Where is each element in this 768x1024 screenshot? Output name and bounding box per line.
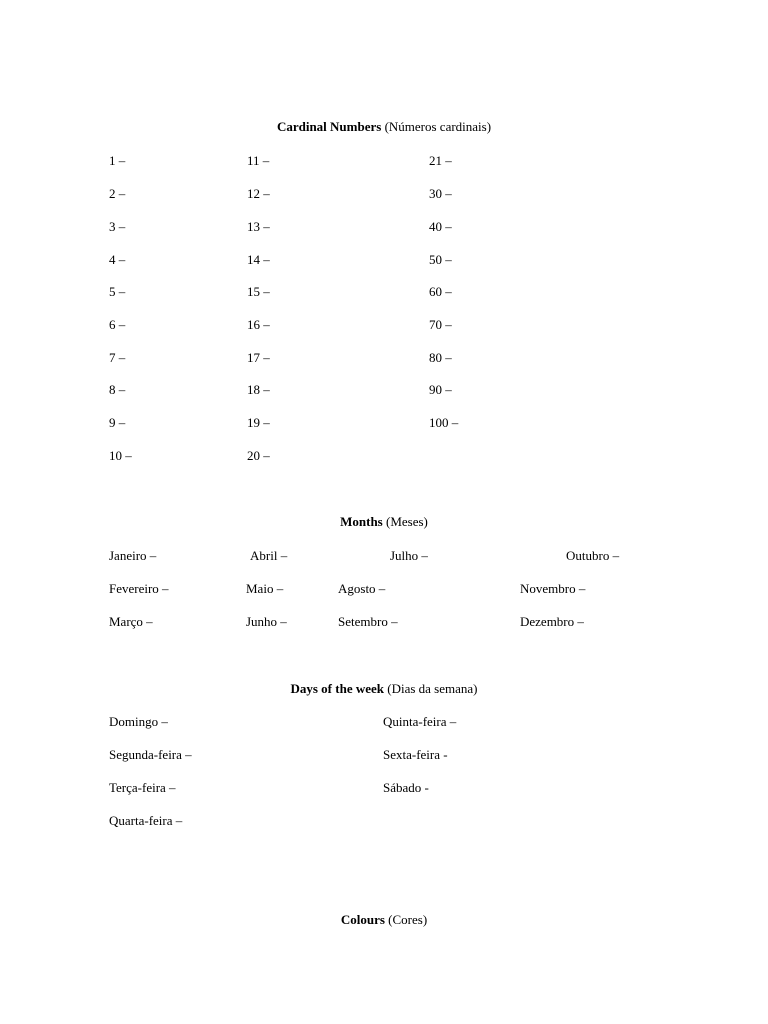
day-item: Sexta-feira -: [383, 747, 448, 762]
cardinal-item: 40 –: [429, 219, 452, 234]
month-item: Maio –: [246, 581, 284, 596]
day-item: Terça-feira –: [109, 780, 176, 795]
month-item: Fevereiro –: [109, 581, 169, 596]
months-title: Months: [340, 514, 383, 529]
cardinal-item: 50 –: [429, 252, 452, 267]
cardinal-numbers-subtitle: (Números cardinais): [381, 119, 492, 134]
cardinal-item: 19 –: [247, 415, 270, 430]
month-item: Janeiro –: [109, 548, 157, 563]
cardinal-item: 13 –: [247, 219, 270, 234]
cardinal-item: 18 –: [247, 382, 270, 397]
cardinal-item: 6 –: [109, 317, 126, 332]
months-heading: [0, 514, 768, 530]
cardinal-item: 5 –: [109, 284, 126, 299]
cardinal-item: 80 –: [429, 350, 452, 365]
cardinal-item: 1 –: [109, 153, 126, 168]
day-item: Domingo –: [109, 714, 168, 729]
cardinal-item: 100 –: [429, 415, 459, 430]
month-item: Setembro –: [338, 614, 398, 629]
cardinal-item: 2 –: [109, 186, 126, 201]
cardinal-item: 12 –: [247, 186, 270, 201]
days-heading: [0, 681, 768, 697]
day-item: Quarta-feira –: [109, 813, 183, 828]
cardinal-item: 10 –: [109, 448, 132, 463]
cardinal-item: 3 –: [109, 219, 126, 234]
month-item: Junho –: [246, 614, 287, 629]
cardinal-item: 70 –: [429, 317, 452, 332]
colours-heading: [0, 912, 768, 928]
month-item: Dezembro –: [520, 614, 584, 629]
cardinal-item: 9 –: [109, 415, 126, 430]
cardinal-item: 21 –: [429, 153, 452, 168]
days-title: Days of the week: [290, 681, 384, 696]
cardinal-item: 20 –: [247, 448, 270, 463]
cardinal-numbers-heading: [0, 119, 768, 135]
month-item: Abril –: [250, 548, 288, 563]
cardinal-item: 14 –: [247, 252, 270, 267]
cardinal-numbers-title: Cardinal Numbers: [276, 119, 382, 134]
day-item: Segunda-feira –: [109, 747, 192, 762]
month-item: Agosto –: [338, 581, 386, 596]
cardinal-item: 8 –: [109, 382, 126, 397]
colours-subtitle: (Cores): [384, 912, 428, 927]
cardinal-item: 16 –: [247, 317, 270, 332]
cardinal-item: 7 –: [109, 350, 126, 365]
cardinal-item: 30 –: [429, 186, 452, 201]
colours-title: Colours: [340, 912, 385, 927]
months-subtitle: (Meses): [382, 514, 428, 529]
month-item: Outubro –: [566, 548, 620, 563]
cardinal-item: 90 –: [429, 382, 452, 397]
day-item: Quinta-feira –: [383, 714, 457, 729]
cardinal-item: 11 –: [247, 153, 270, 168]
days-subtitle: (Dias da semana): [384, 681, 478, 696]
cardinal-item: 17 –: [247, 350, 270, 365]
cardinal-item: 60 –: [429, 284, 452, 299]
cardinal-item: 15 –: [247, 284, 270, 299]
day-item: Sábado -: [383, 780, 429, 795]
cardinal-item: 4 –: [109, 252, 126, 267]
month-item: Julho –: [390, 548, 428, 563]
month-item: Novembro –: [520, 581, 586, 596]
month-item: Março –: [109, 614, 153, 629]
